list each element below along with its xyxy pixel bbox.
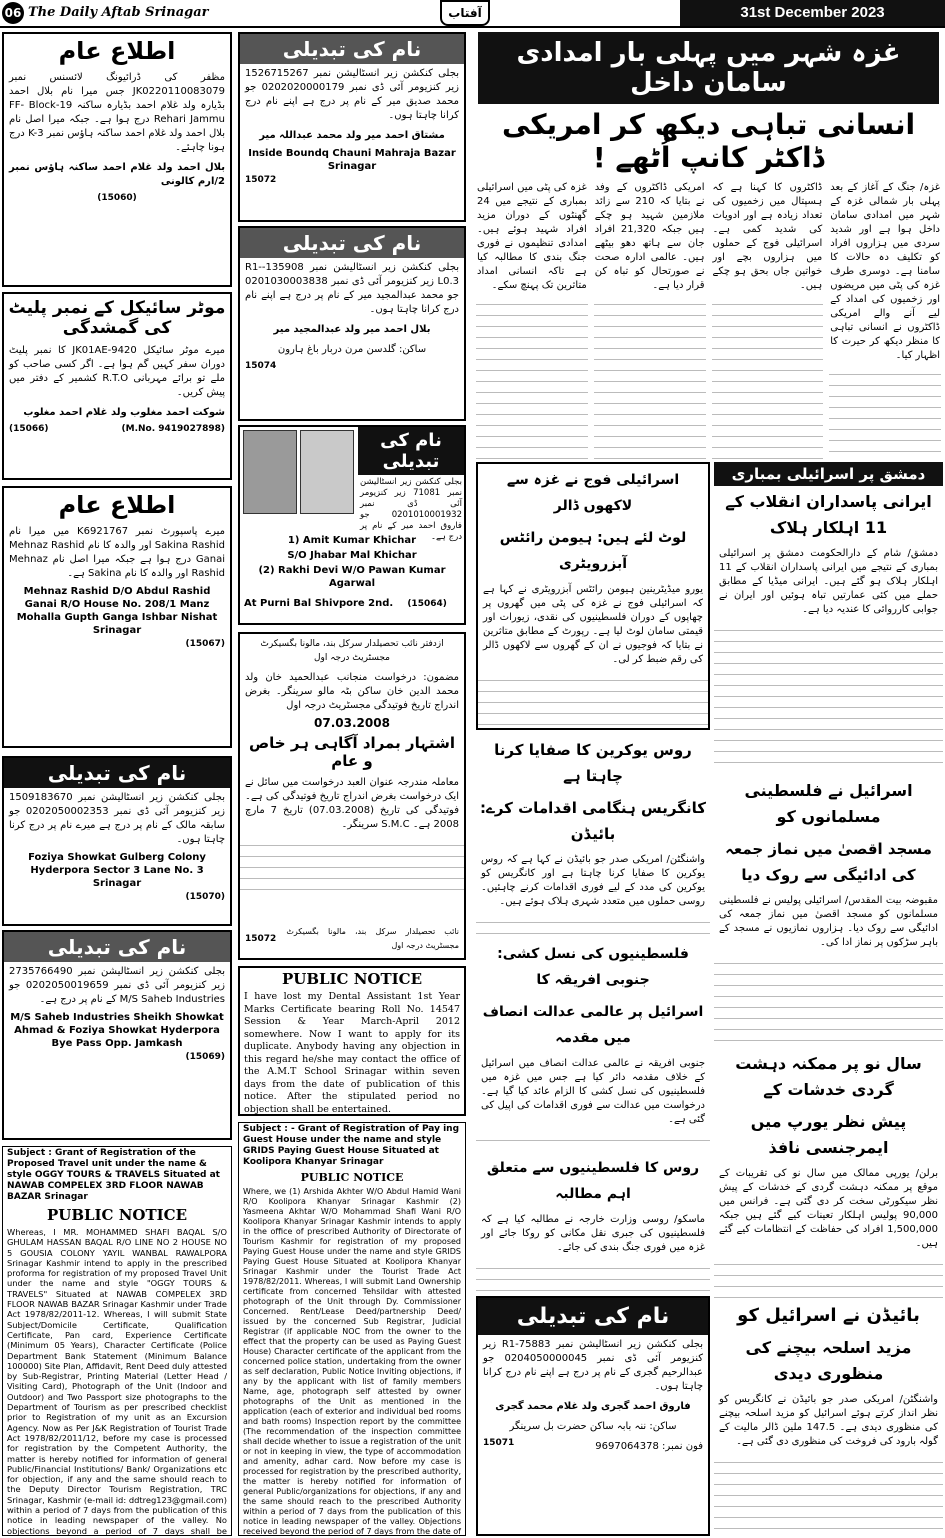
notice-body: Whereas, I MR. MOHAMMED SHAFI BAQAL S/O GHULAM HASSAN BAQAL R/O LINE NO 2 HOUSE NO 5 GOUSIA COLONY YAYIL WANBAL RAWALPORA Srinagar Kashmir intend to apply in the prescribed proforma for registration of my proposed Travel Unit under the name and style "OGGY TOURS & TRAVELS" Situated at NAWAB COMPELEX 3RD FLOOR NAWAB BAZAR Srinagar Kashmir under Trade Act 1978/82/2011-12. Whereas, I will submit State Subject/Domicile Certificate, Qualification Certificate, Pan card, Experience Certificate (Minimum 05 Years), Character Certificate (Police Department Bank Statement (Minimum Balance 100000) Site Plan, Affidavit, Rent Deed duly attested by Sub-Registrar, Printing Material (Letter Head / Visiting Card), Photograph of the Unit (Indoor and Outdoor) and Two Passport size photographs to the Department of Tourism as per prescribed checklist prior to Registration of my unit as an Excursion Agency. Now as Per J&K Registration of Tourist Trade Act 1978/82/2011/12, before my case is processed for registration by the Competent Authority, the matter is hereby notified for information of general Public/Financial Institutions/ Bank/ Organizations etc for objection, if any and the same should reach to the Deputy Director Tourism Registration, TRC Srinagar, Kashmir (e-mail id: ddtreg123@gmail.com) within a period of 7 days from the publication of this notice in leading newspaper of the valley. No objections beyond a period of 7 days shall be: [7, 1227, 227, 1536]
south-africa-story: [476, 938, 710, 1148]
lead-body-4: غزہ کی پٹی میں اسرائیلی بمباری کے نتیجے میں 24 گھنٹوں کے دوران مزید افراد شہید ہوئے ہیں۔ امدادی تنظیموں نے فوری جنگ بندی کا مطالبہ کیا ہے تاکہ انسانی امداد متاثرین تک پہنچ سکے۔: [477, 182, 587, 291]
dental-certificate-notice: [238, 966, 466, 1116]
notice-ref: 15074: [245, 361, 277, 371]
notice-title: نام کی تبدیلی: [240, 34, 464, 64]
notice-subject: Subject : Grant of Registration of the Proposed Travel unit under the name & style OGGY TOURS & TRAVELS Situated at NAWAB COMPELEX 3RD FLOOR NAWAB BAZAR Srinagar: [7, 1148, 220, 1202]
name-change-notice-6: [476, 1296, 710, 1536]
europe-headline-2: پیش نظر یورپ میں ایمرجنسی نافذ: [750, 1112, 907, 1157]
notice-title: نام کی تبدیلی: [358, 427, 464, 475]
guest-house-public-notice: [238, 1122, 466, 1536]
applicant-2: (2) Rakhi Devi W/O Pawan Kumar Agarwal: [258, 565, 446, 589]
biden-story: [714, 1300, 943, 1536]
notice-body: بجلی کنکشن زیر انسٹالیشن نمبر 1526715267 زیر کنزیومر آئی ڈی نمبر 0202020000179 جو محمد صدیق میر کے نام پر درج ہے اپنے نام درج کرانا چاہتا ہوں۔: [245, 68, 460, 121]
aqsa-headline-1: اسرائیل نے فلسطینی مسلمانوں کو: [744, 781, 913, 826]
iran-story: [714, 462, 943, 772]
ru-pal-body: ماسکو/ روسی وزارت خارجہ نے مطالبہ کیا ہے کہ فلسطینیوں کی جبری نقل مکانی کو روکا جائے اور غزہ میں فوری جنگ بندی کی جائے۔: [481, 1214, 705, 1253]
hrw-headline-2: لوٹ لئے ہیں: ہیومن رائٹس آبزرویٹری: [499, 530, 687, 572]
court-heading: اشتہار بمراد آگاہی ہر خاص و عام: [248, 734, 456, 770]
sa-body: جنوبی افریقہ نے عالمی عدالت انصاف میں اسرائیل کے خلاف مقدمہ دائر کیا ہے جس میں غزہ میں فلسطینیوں کی نسل کشی کا الزام عائد کیا گیا ہے۔ درخواست میں عدالت سے فوری اقدامات کی اپیل کی گئی ہے۔: [481, 1058, 705, 1125]
notice-title: نام کی تبدیلی: [478, 1298, 708, 1335]
biden-body: واشنگٹن/ امریکی صدر جو بائیڈن نے کانگریس کو نظر انداز کرتے ہوئے اسرائیل کو مزید اسلحہ بیچنے کی منظوری دیدی ہے۔ 147.5 ملین ڈالر مالیت کے گولہ بارود کی فروخت کی منظوری دی گئی ہے۔: [719, 1394, 938, 1447]
notice-body: بجلی کنکشن زیر انسٹالیشن نمبر 71081 زیر کنزیومر آئی ڈی نمبر 0201010001932 جو فاروق احمد میر کے نام پر درج ہے۔: [360, 477, 462, 542]
notice-body: بجلی کنکشن زیر انسٹالیشن نمبر 135908-R1-L0.3 زیر کنزیومر آئی ڈی نمبر 0201030003838 جو محمد عبدالمجید میر کے نام پر درج ہے اپنے نام درج کرانا چاہتا ہوں۔: [245, 262, 459, 315]
paper-name: The Daily Aftab Srinagar: [28, 5, 209, 20]
aqsa-story: [714, 775, 943, 1045]
notice-title: نام کی تبدیلی: [240, 228, 464, 258]
sa-headline-2: اسرائیل پر عالمی عدالت انصاف میں مقدمہ: [482, 1004, 704, 1046]
russia-headline-2: کانگریس ہنگامی اقدامات کرے: بائیڈن: [480, 799, 706, 843]
lead-story: [474, 32, 943, 460]
notice-title: PUBLIC NOTICE: [281, 970, 423, 988]
europe-story: [714, 1048, 943, 1298]
notice-body: بجلی کنکشن زیر انسٹالیشن نمبر 75883-R1 زیر کنزیومر آئی ڈی نمبر 0204050000045 جو عبدالرحیم گجری کے نام پر درج ہے اپنے نام درج کرانا چاہتا ہوں۔: [483, 1339, 703, 1392]
notice-ref: (15060): [97, 193, 137, 203]
notice-public-2: [2, 486, 232, 748]
applicant-photo-2: [300, 430, 354, 514]
notice-ref: (15064): [407, 599, 447, 609]
notice-address: ساکن: گلدسن مرن دربار باغ ہارون: [277, 344, 427, 355]
europe-body: برلن/ یورپی ممالک میں سال نو کی تقریبات کے موقع پر ممکنہ دہشت گردی کے خدشات کے پیش نظر سیکورٹی سخت کر دی گئی ہے۔ فرانس میں 90,000 پولیس اہلکار تعینات کیے گئے ہیں جبکہ 1,500,000 افراد کی حفاظت کے انتظامات کیے گئے ہیں۔: [719, 1168, 938, 1249]
applicant-address: At Purni Bal Shivpore 2nd.: [244, 598, 394, 609]
notice-english: M/S Saheb Industries Sheikh Showkat Ahmad & Foziya Showkat Hyderpora Bye Pass Opp. Jamkash: [10, 1012, 224, 1049]
notice-title: PUBLIC NOTICE: [46, 1206, 188, 1224]
notice-name: مشتاق احمد میر ولد محمد عبداللہ میر: [259, 130, 445, 141]
court-body: مضمون: درخواست منجانب عبدالحمید خان ولد محمد الدین خان ساکن بٹہ مالو سرینگر۔ بغرض اندراج تاریخ فوتیدگی مجسٹریٹ درجہ اول: [245, 672, 459, 711]
iran-headline: ایرانی پاسداران انقلاب کے 11 اہلکار ہلاک: [725, 492, 932, 537]
name-change-notice-3: [238, 32, 466, 222]
notice-title: نام کی تبدیلی: [4, 932, 230, 962]
notice-address: ساکن: ننہ بابہ ساکن حضرت بل سرینگر: [509, 1421, 677, 1432]
ru-pal-headline: روس کا فلسطینیوں سے متعلق اہم مطالبہ: [486, 1160, 700, 1202]
notice-ref: (15067): [185, 639, 225, 649]
court-footer: نائب تحصیلدار سرکل بند، مالونا بگسیکرٹ مجسٹریٹ درجہ اول: [286, 927, 459, 950]
notice-ref: (15066): [9, 424, 49, 434]
notice-ref: 15071: [483, 1438, 515, 1448]
russia-ukraine-story: [476, 734, 710, 934]
page-number: 06: [2, 2, 24, 24]
motorcycle-plate-notice: [2, 292, 232, 480]
aqsa-headline-2: مسجد اقصیٰ میں نماز جمعہ کی ادائیگی سے روک دیا: [725, 840, 932, 884]
notice-mobile: (M.No. 9419027898): [121, 424, 225, 434]
notice-body: میرے پاسپورٹ نمبر K6921767 میں میرا نام Sakina Rashid اور والدہ کا نام Mehnaz Rashid Ganai درج ہوا ہے جبکہ میرا اصل نام Mehnaz Rashid اور والدہ کا نام Sakina ہے۔: [9, 526, 225, 579]
russia-body: واشنگٹن/ امریکی صدر جو بائیڈن نے کہا ہے کہ روس یوکرین کا صفایا کرنا چاہتا ہے اور کانگریس کو یوکرین کی مدد کے لیے فوری اقدامات کرنے چاہئیں۔ روسی حملوں میں متعدد شہری ہلاک ہوئے ہیں۔: [481, 854, 705, 907]
notice-ref: 15072: [245, 934, 277, 944]
biden-headline-2: مزید اسلحہ بیچنے کی منظوری دیدی: [745, 1338, 912, 1383]
name-change-notice-1: [2, 756, 232, 926]
notice-body: میرے موٹر سائیکل JK01AE-9420 کا نمبر پلیٹ دوران سفر کہیں گم ہوا ہے۔ اگر کسی صاحب کو ملے تو برائے مہربانی R.T.O کشمیر کے دفتر میں پیش کریں۔: [9, 345, 226, 398]
notice-title: موٹر سائیکل کے نمبر پلیٹ کی گمشدگی: [8, 298, 226, 338]
applicant-photo-1: [243, 430, 297, 514]
court-body-2: معاملہ مندرجہ عنوان العبد درخواست میں سائل نے ایک درخواست بغرض اندراج تاریخ فوتیدگی کی ہے۔ فوتیدگی کی تاریخ (07.03.2008) تاریخ 7 مارچ 2008 ہے۔ S.M.C سرینگر۔: [245, 777, 459, 830]
hrw-body: یورو میڈیٹرینین ہیومن رائٹس آبزرویٹری نے کہا ہے کہ اسرائیلی فوج نے غزہ کی پٹی میں گھروں پر چھاپوں کے دوران فلسطینیوں کی نقدی، زیورات اور قیمتی سامان لوٹ لیا ہے۔ رپورٹ کے مطابق متاثرین نے بتایا کہ فوجیوں نے ان کے گھروں سے لاکھوں ڈالر کی رقم ضبط کر لی۔: [483, 584, 703, 665]
paper-logo: آفتاب: [440, 0, 490, 26]
lead-subheadline: انسانی تباہی دیکھ کر امریکی ڈاکٹر کانپ اُٹھے !: [501, 108, 916, 174]
court-header: ازدفتر نائب تحصیلدار سرکل بند، مالونا بگسیکرٹ مجسٹریٹ درجہ اول: [260, 639, 444, 663]
court-notice: [238, 632, 466, 960]
notice-public-1: [2, 32, 232, 287]
notice-body: بجلی کنکشن زیر انسٹالیشن نمبر 2735766490 زیر کنزیومر آئی ڈی نمبر 0202050019659 جو M/S Saheb Industries کے نام پر درج ہے۔: [9, 966, 225, 1005]
notice-body: بجلی کنکشن زیر انسٹالیشن نمبر 1509183670 زیر کنزیومر آئی ڈی نمبر 0202050002353 جو سابقہ مالک کے نام پر درج ہے میرے نام پر درج کرنا چاہتا ہوں۔: [9, 792, 225, 845]
notice-title: PUBLIC NOTICE: [300, 1171, 404, 1184]
russia-palestine-story: [476, 1152, 710, 1292]
lead-body-3: امریکی ڈاکٹروں کے وفد نے بتایا کہ 210 سے زائد ملازمین شہید ہو چکے ہیں جبکہ 21,320 افراد جان سے ہاتھ دھو بیٹھے ہیں۔ عالمی ادارہ صحت نے صورتحال کو تباہ کن قرار دیا ہے۔: [594, 182, 705, 291]
notice-name: بلال احمد ولد غلام احمد ساکنہ ہاؤس نمبر 2/ارم کالونی: [9, 162, 225, 187]
travel-unit-public-notice: [2, 1146, 232, 1536]
name-change-notice-5: [238, 425, 466, 625]
hrw-story: [476, 462, 710, 730]
notice-body: I have lost my Dental Assistant 1st Year Marks Certificate bearing Roll No. 14547 Session & Year March-April 2012 somewhere. Now I want to apply for its duplicate. Anybody having any objection in this regard he/she may contact the office of the A.M.T School Srinagar within seven days from the date of publication of this notice. After the stipulated period no objection shall be entertained.: [244, 991, 460, 1115]
court-date: 07.03.2008: [314, 716, 390, 730]
hrw-headline-1: اسرائیلی فوج نے غزہ سے لاکھوں ڈالر: [506, 472, 680, 514]
sa-headline-1: فلسطینیوں کی نسل کشی: جنوبی افریقہ کا: [497, 946, 689, 988]
masthead: [0, 0, 945, 28]
notice-name: شوکت احمد مغلوب ولد غلام احمد مغلوب: [23, 407, 225, 418]
name-change-notice-4: [238, 226, 466, 421]
notice-english: Inside Boundq Chauni Mahraja Bazar Srinagar: [248, 148, 456, 172]
notice-english: Foziya Showkat Gulberg Colony Hyderpora Sector 3 Lane No. 3 Srinagar: [28, 852, 206, 889]
lead-body-1: غزہ/ جنگ کے آغاز کے بعد پہلی بار شمالی غزہ کے شہر میں امدادی سامان داخل ہوا ہے اور شدید سردی میں ہزاروں افراد کو تکلیف دہ حالات کا سامنا ہے۔ دوسری طرف غزہ کی پٹی میں مریضوں اور زخمیوں کی امداد کے لیے آنے والے امریکی ڈاکٹروں نے انسانی تباہی کا منظر دیکھ کر حیرت کا اظہار کیا۔: [830, 182, 940, 361]
aqsa-body: مقبوضہ بیت المقدس/ اسرائیلی پولیس نے فلسطینی مسلمانوں کو مسجد اقصیٰ میں نماز جمعہ کی ادائیگی سے روک دیا۔ ہزاروں نمازیوں نے مسجد کے باہر سڑکوں پر نماز ادا کی۔: [719, 895, 938, 948]
notice-title: اطلاع عام: [58, 37, 176, 65]
notice-title: نام کی تبدیلی: [4, 758, 230, 788]
notice-ref: (15070): [185, 892, 225, 902]
name-change-notice-2: [2, 930, 232, 1140]
russia-headline-1: روس یوکرین کا صفایا کرنا چاہتا ہے: [494, 741, 692, 785]
notice-subject: Subject : - Grant of Registration of Pay ing Guest House under the name and style GRIDS Paying Guest House Situated at Koolipora Khanyar Srinagar: [243, 1124, 460, 1167]
notice-name: فاروق احمد گجری ولد غلام محمد گجری: [495, 1401, 691, 1412]
notice-ref: (15069): [185, 1052, 225, 1062]
notice-name: بلال احمد میر ولد عبدالمجید میر: [273, 324, 431, 335]
notice-ref: 15072: [245, 175, 277, 185]
issue-date: 31st December 2023: [680, 0, 945, 26]
applicant-1: 1) Amit Kumar Khichar: [287, 535, 417, 546]
notice-phone: فون نمبر: 9697064378: [595, 1441, 703, 1452]
europe-headline-1: سال نو پر ممکنہ دہشت گردی خدشات کے: [735, 1054, 922, 1099]
notice-body: مظفر کی ڈرائیونگ لائسنس نمبر JK0220110083079 جس میرا نام بلال احمد بڈیارہ ولد غلام احمد بڈیارہ ساکنہ 19-FF- Block Rehari Jammu درج ہوا ہے۔ جبکہ میرا اصل نام بلال احمد ولد غلام احمد ساکنہ ہاؤس نمبر K-3 درج ہونا چاہئے۔: [9, 72, 225, 153]
notice-body: Where, we (1) Arshida Akhter W/O Abdul Hamid Wani R/O Koolipora Khanyar Srinagar Kashmir (2) Yasmeena Akhtar W/O Mohammad Shafi Wani R/O Koolipora Khanyar Srinagar Kashmir intends to apply in the office of prescribed Authority of Directorate of Tourism Kashmir for registration of my proposed Paying Guest House under the name and style GRIDS Paying Guest House Situated at Koolipora Khanyar Srinagar Kashmir under the Tourist Trade Act 1978/82/2011. Whereas, I will submit Land Ownership certificate from concerned Tehsildar with attested photograph of the Unit through Dy. Commissioner Concerned. Rent/Lease Deed/partnership Deed/ issued by the concerned Sub Registrar, Judicial Registrar (if applicable NOC from the owner to the effect that the property can be used as Paying Guest House) Character certificate of the applicant from the concerned police station, undertaking from the owner as self declaration, Public Notice Inviting objections, if any by the applicant with list of family members Name, age, photograph self attested by owner photographs of the Unit as mentioned in the application (each of exterior and individual bed rooms and bath rooms) Inspection report by the committee (The recommendation of the inspection committee shall decide whether to issue a registration of the unit or not in keeping in view, the type of accommodation and amenity, adhar card. Now before my case is processed for registration by the prescribed authority, the matter is hereby notified for information of general Public/organizations for objections, if any and the same should reach to the prescribed Authority within a period of 7 days from the publication of this notice in leading newspaper of the valley. Objections received beyond the period of 7 days from the date of: [243, 1187, 461, 1536]
iran-strap: دمشق پر اسرائیلی بمباری: [714, 462, 943, 486]
iran-body: دمشق/ شام کے دارالحکومت دمشق پر اسرائیلی بمباری کے نتیجے میں ایرانی پاسداران انقلاب کے 11 اہلکار ہلاک ہو گئے ہیں۔ ایرانی میڈیا کے مطابق حملے میں کئی عمارتیں تباہ ہوئیں اور ایران نے جوابی کارروائی کا عندیہ دیا ہے۔: [719, 548, 938, 615]
applicant-1-father: S/O Jhabar Mal Khichar: [287, 550, 417, 561]
notice-english: Mehnaz Rashid D/O Abdul Rashid Ganai R/O House No. 208/1 Manz Mohalla Gupth Ganga Ishbar Nishat Srinagar: [16, 586, 218, 636]
lead-body-2: ڈاکٹروں کا کہنا ہے کہ ہسپتال میں زخمیوں کی تعداد زیادہ ہے اور ادویات کی شدید کمی ہے۔ اسرائیلی فوج کے حملوں میں ہزاروں بچے اور خواتین جاں بحق ہو چکے ہیں۔: [712, 182, 823, 291]
lead-headline: غزہ شہر میں پہلی بار امدادی سامان داخل: [478, 32, 939, 104]
notice-title: اطلاع عام: [58, 491, 176, 519]
biden-headline-1: بائیڈن نے اسرائیل کو: [737, 1305, 920, 1326]
